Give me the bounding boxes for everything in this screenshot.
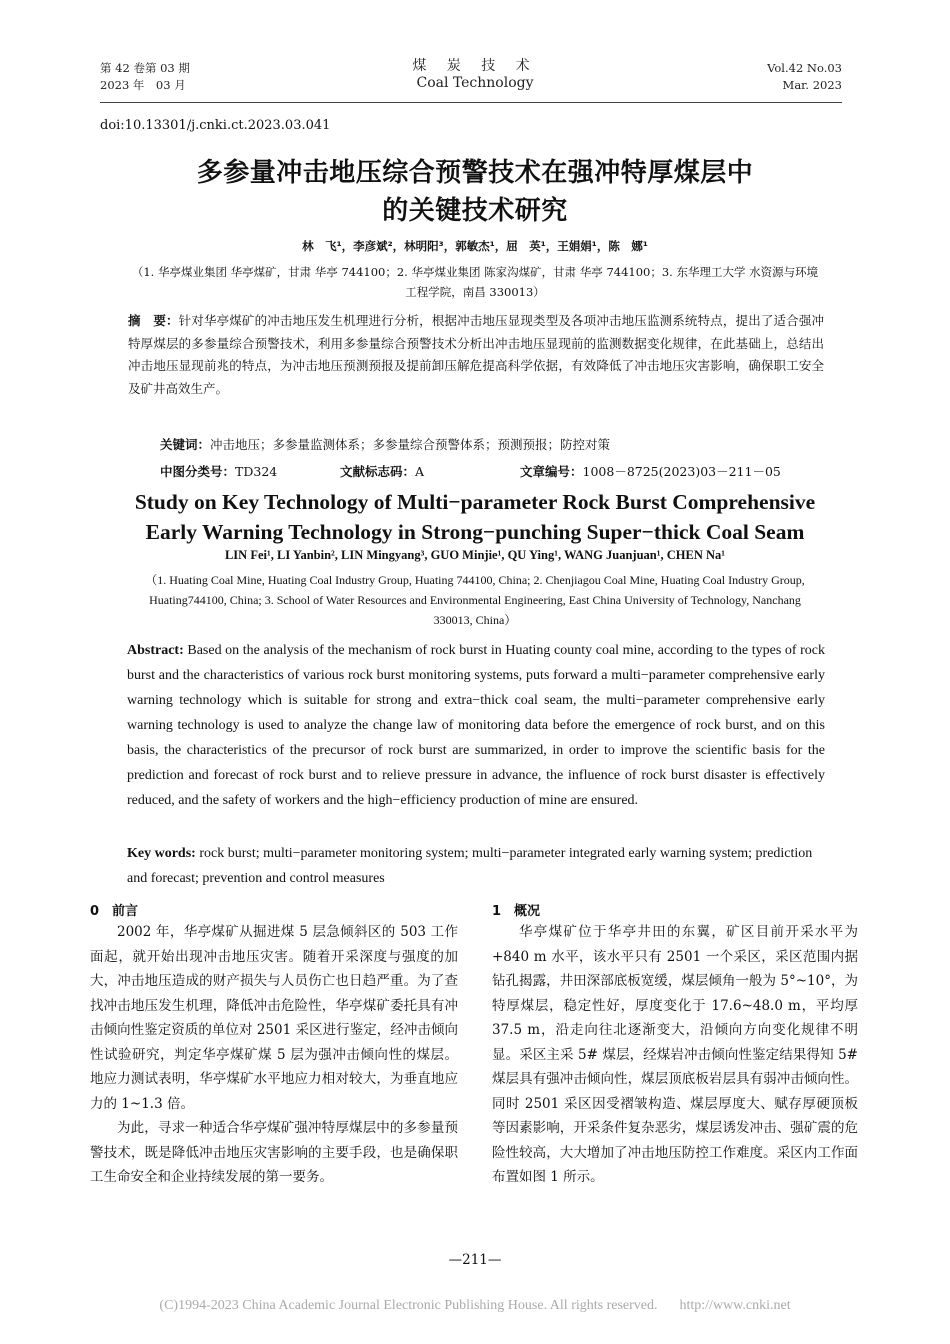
keywords-en [127, 841, 825, 891]
footer [0, 1298, 950, 1314]
keywords-en-label: Key words: [127, 846, 196, 861]
section-0-paragraph: 为此，寻求一种适合华亭煤矿强冲特厚煤层中的多参量预警技术，既是降低冲击地压灾害影响的主要手段，也是确保职工生命安全和企业持续发展的第一要务。 [90, 1120, 458, 1185]
abstract-en-text: Based on the analysis of the mechanism of rock burst in Huating county coal mine, according to the types of rock burst and the characteristics of various rock burst monitoring systems, puts forward a multi−parameter comprehensive early warning technology which is suitable for strong and extra−thick coal seam, the multi−parameter comprehensive early warning technology is used to analyze the change law of monitoring data before the emergence of rock burst, and on this basis, the characteristics of the precursor of rock burst are summarized, in order to improve the scientific basis for the prediction and forecast of rock burst and to relieve pressure in advance, the influence of rock burst disaster is effectively reduced, and the safety of workers and the high−efficiency production of mine are ensured. [127, 643, 826, 808]
section-0-body [90, 920, 458, 1190]
abstract-cn [128, 310, 824, 400]
journal-name-cn: 煤 炭 技 术 [412, 58, 538, 74]
section-0-heading: 0 前言 [90, 904, 139, 919]
title-cn-line2: 的关键技术研究 [382, 196, 568, 226]
authors-en: LIN Fei¹, LI Yanbin², LIN Mingyang³, GUO Minjie¹, QU Ying¹, WANG Juanjuan¹, CHEN Na¹ [224, 548, 726, 562]
section-1-body [492, 920, 858, 1190]
authors-cn: 林 飞¹，李彦斌²，林明阳³，郭敏杰¹，屈 英¹，王娟娟¹，陈 娜¹ [302, 239, 648, 253]
abstract-cn-text: 针对华亭煤矿的冲击地压发生机理进行分析，根据冲击地压显现类型及各项冲击地压监测系统特点，提出了适合强冲特厚煤层的多参量综合预警技术，利用多参量综合预警技术分析出冲击地压显现前的监测数据变化规律，在此基础上，总结出冲击地压显现前兆的特点，为冲击地压预测预报及提前卸压解危提高科学依据，有效降低了冲击地压灾害影响，确保职工安全及矿井高效生产。 [128, 313, 824, 396]
year-month: 2023 年 03 月 [100, 78, 186, 92]
keywords-en-text: rock burst; multi−parameter monitoring system; multi−parameter integrated early warning system; prediction and forecast; prevention and control measures [127, 846, 813, 886]
title-cn-line1: 多参量冲击地压综合预警技术在强冲特厚煤层中 [196, 158, 754, 188]
journal-name-en: Coal Technology [416, 75, 534, 91]
title-en-line2: Early Warning Technology in Strong−punching Super−thick Coal Seam [145, 520, 805, 544]
date-en: Mar. 2023 [782, 78, 842, 92]
affiliations-cn: （1. 华亭煤业集团 华亭煤矿，甘肃 华亭 744100；2. 华亭煤业集团 陈家沟煤矿，甘肃 华亭 744100；3. 东华理工大学 水资源与环境工程学院，南昌 330013） [131, 265, 819, 299]
doc-code-label: 文献标志码： [340, 464, 416, 479]
article-no-label: 文章编号： [520, 464, 583, 479]
abstract-en [127, 638, 825, 813]
classification-line [160, 462, 840, 480]
section-1-heading: 1 概况 [492, 904, 541, 919]
abstract-cn-label: 摘 要： [128, 313, 179, 328]
header-center [375, 58, 575, 92]
doi[interactable]: doi:10.13301/j.cnki.ct.2023.03.041 [100, 118, 331, 133]
section-0-paragraph: 2002 年，华亭煤矿从掘进煤 5 层急倾斜区的 503 工作面起，就开始出现冲击地压灾害。随着开采深度与强度的加大，冲击地压造成的财产损失与人员伤亡也日趋严重。为了查找冲击地压发生机理，降低冲击危险性，华亭煤矿委托具有冲击倾向性鉴定资质的单位对 2501 采区进行鉴定，经冲击倾向性试验研究，判定华亭煤矿煤 5 层为强冲击倾向性的煤层。地应力测试表明，华亭煤矿水平地应力相对较大，为垂直地应力的 1~1.3 倍。 [90, 924, 458, 1112]
header-right [682, 60, 842, 94]
doc-code-value: A [415, 464, 425, 479]
header-rule [100, 102, 842, 103]
title-cn [100, 154, 850, 230]
volume-issue: 第 42 卷第 03 期 [100, 61, 190, 75]
page-number: —211— [448, 1252, 502, 1268]
clc-value: TD324 [235, 464, 278, 479]
title-en-line1: Study on Key Technology of Multi−parameter Rock Burst Comprehensive [134, 490, 816, 514]
article-no-value: 1008－8725(2023)03－211－05 [582, 464, 781, 479]
clc-label: 中图分类号： [160, 464, 236, 479]
affiliations-en: （1. Huating Coal Mine, Huating Coal Industry Group, Huating 744100, China; 2. Chenjiagou Coal Mine, Huating Coal Industry Group, Huating744100, China; 3. School of Water Resources and Environmental Engineering, East China University of Technology, Nanchang 330013, China） [145, 573, 805, 627]
footer-url[interactable]: http://www.cnki.net [679, 1298, 791, 1313]
section-1-paragraph: 华亭煤矿位于华亭井田的东翼，矿区目前开采水平为+840 m 水平，该水平只有 2501 一个采区，采区范围内据钻孔揭露，井田深部底板宽缓，煤层倾角一般为 5°~10°，为特厚煤层，稳定性好，厚度变化于 17.6~48.0 m，平均厚 37.5 m，沿走向往北逐渐变大，沿倾向方向变化规律不明显。采区主采 5# 煤层，经煤岩冲击倾向性鉴定结果得知 5# 煤层具有强冲击倾向性，煤层顶底板岩层具有弱冲击倾向性。同时 2501 采区因受褶皱构造、煤层厚度大、赋存厚硬顶板等因素影响，开采条件复杂恶劣，煤层诱发冲击、强矿震的危险性较高，大大增加了冲击地压防控工作难度。采区内工作面布置如图 1 所示。 [492, 924, 858, 1185]
keywords-cn-text: 冲击地压；多参量监测体系；多参量综合预警体系；预测预报；防控对策 [210, 437, 611, 452]
keywords-cn-label: 关键词： [160, 437, 211, 452]
title-en [100, 487, 850, 547]
footer-copyright: (C)1994-2023 China Academic Journal Electronic Publishing House. All rights reserved. [159, 1298, 658, 1313]
abstract-en-label: Abstract: [127, 643, 184, 658]
volume-issue-en: Vol.42 No.03 [767, 61, 842, 75]
keywords-cn [160, 435, 820, 453]
header-left [100, 60, 260, 94]
